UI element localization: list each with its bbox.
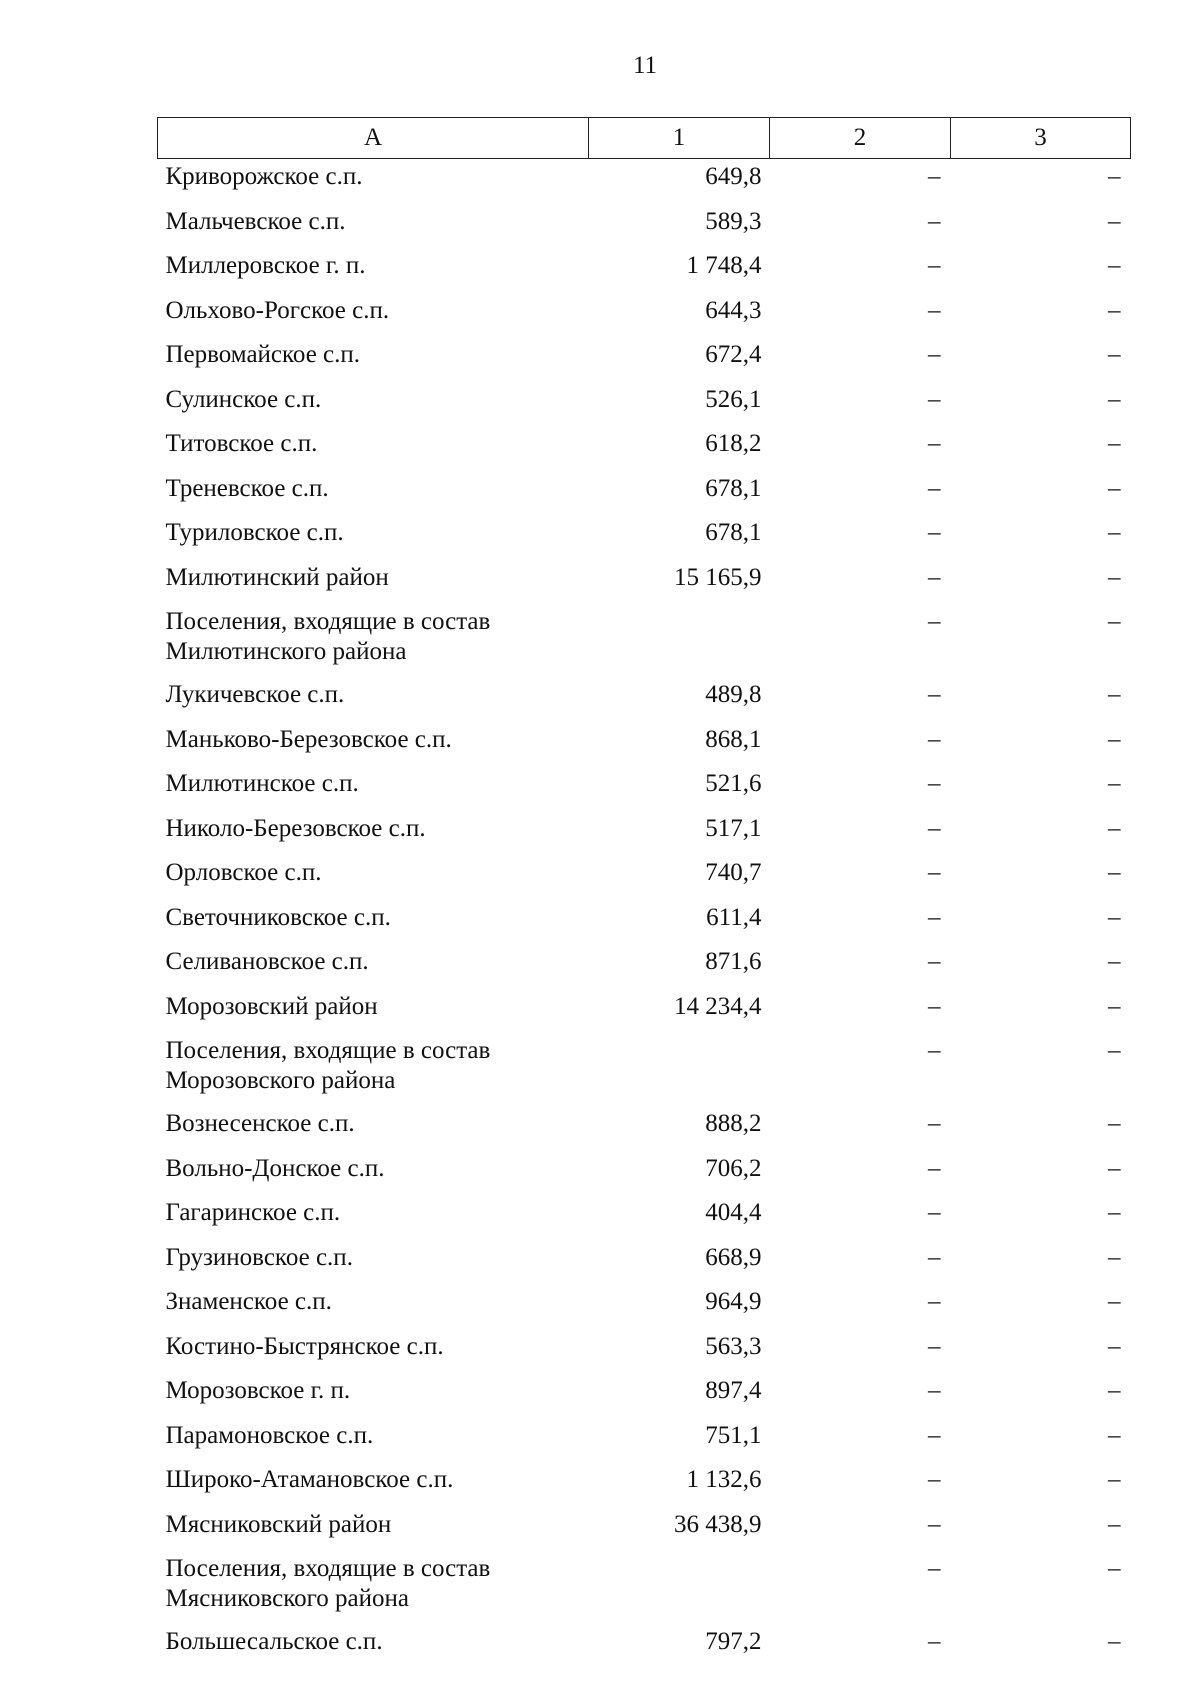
row-value-col-1: 489,8 bbox=[705, 681, 762, 708]
table-row bbox=[158, 293, 1131, 338]
row-value-col-3: – bbox=[1108, 1243, 1121, 1271]
row-value-col-1: 589,3 bbox=[705, 207, 762, 235]
row-value-col-2: – bbox=[928, 992, 941, 1020]
table-row bbox=[158, 1329, 1131, 1374]
table-row bbox=[158, 722, 1131, 767]
row-value-col-2: – bbox=[928, 519, 941, 546]
row-name-cell: Сулинское с.п. bbox=[165, 385, 322, 413]
table-row bbox=[158, 677, 1131, 722]
row-name-cell: Ольхово-Рогское с.п. bbox=[165, 296, 390, 324]
row-value-col-2: – bbox=[928, 296, 941, 324]
row-value-col-3: – bbox=[1108, 341, 1121, 368]
row-value-col-3: – bbox=[1108, 1332, 1121, 1360]
row-value-col-3: – bbox=[1108, 1110, 1121, 1137]
row-value-col-1: 1 132,6 bbox=[686, 1466, 762, 1493]
row-value-col-1: 678,1 bbox=[705, 474, 762, 502]
row-value-col-2: – bbox=[928, 948, 941, 975]
header-col-3: 3 bbox=[951, 118, 1131, 159]
row-value-col-1: 521,6 bbox=[705, 770, 762, 797]
row-value-col-3: – bbox=[1108, 903, 1121, 931]
table-row bbox=[158, 515, 1131, 560]
row-name-cell: Орловское с.п. bbox=[165, 859, 322, 886]
table-row bbox=[158, 1284, 1131, 1329]
table-row bbox=[158, 604, 1131, 677]
row-value-col-2: – bbox=[928, 430, 941, 457]
table-row bbox=[158, 1551, 1131, 1624]
row-name-cell: Светочниковское с.п. bbox=[165, 903, 391, 931]
row-value-col-2: – bbox=[928, 1037, 941, 1064]
row-name-cell: Гагаринское с.п. bbox=[165, 1199, 341, 1226]
row-value-col-2: – bbox=[928, 681, 941, 708]
row-value-col-3: – bbox=[1108, 252, 1121, 279]
header-col-1: 1 bbox=[589, 118, 770, 159]
row-value-col-2: – bbox=[928, 1110, 941, 1137]
row-name-cell: Мальчевское с.п. bbox=[165, 207, 346, 235]
row-value-col-1: 14 234,4 bbox=[674, 992, 762, 1020]
table-row bbox=[158, 1033, 1131, 1106]
row-value-col-3: – bbox=[1108, 474, 1121, 502]
page-number: 11 bbox=[632, 52, 658, 79]
header-row bbox=[158, 118, 1131, 159]
row-value-col-1: 611,4 bbox=[706, 903, 762, 931]
row-value-col-2: – bbox=[928, 903, 941, 931]
row-value-col-2: – bbox=[928, 608, 941, 635]
row-name-cell: Широко-Атамановское с.п. bbox=[165, 1466, 454, 1493]
row-name-cell: Поселения, входящие в состав Мясниковского района bbox=[165, 1555, 491, 1612]
row-value-col-1: 668,9 bbox=[705, 1243, 762, 1271]
row-value-col-3: – bbox=[1108, 770, 1121, 797]
row-name-cell: Поселения, входящие в состав Морозовского района bbox=[165, 1037, 491, 1094]
row-name-cell: Знаменское с.п. bbox=[165, 1288, 332, 1315]
row-name-cell: Мясниковский район bbox=[165, 1510, 392, 1538]
table-header bbox=[158, 118, 1131, 159]
header-col-2: 2 bbox=[770, 118, 951, 159]
table-row bbox=[158, 426, 1131, 471]
row-value-col-1: 868,1 bbox=[705, 725, 762, 753]
row-name-cell: Морозовское г. п. bbox=[165, 1377, 351, 1404]
row-name-cell: Вознесенское с.п. bbox=[165, 1110, 355, 1137]
row-value-col-2: – bbox=[928, 1199, 941, 1226]
row-value-col-1: 526,1 bbox=[705, 385, 762, 413]
header-col-a: А bbox=[158, 118, 589, 159]
row-value-col-2: – bbox=[928, 770, 941, 797]
row-value-col-3: – bbox=[1108, 519, 1121, 546]
row-value-col-1: 678,1 bbox=[705, 519, 762, 546]
row-value-col-2: – bbox=[928, 1555, 941, 1582]
row-name-cell: Вольно-Донское с.п. bbox=[165, 1154, 385, 1182]
row-value-col-1: 644,3 bbox=[705, 296, 762, 324]
row-value-col-3: – bbox=[1108, 1288, 1121, 1315]
row-value-col-1: 15 165,9 bbox=[674, 563, 762, 591]
row-value-col-2: – bbox=[928, 474, 941, 502]
row-value-col-1: 897,4 bbox=[705, 1377, 762, 1404]
row-value-col-2: – bbox=[928, 859, 941, 886]
table-row bbox=[158, 382, 1131, 427]
row-value-col-1: 706,2 bbox=[705, 1154, 762, 1182]
row-value-col-3: – bbox=[1108, 385, 1121, 413]
row-value-col-3: – bbox=[1108, 859, 1121, 886]
row-name-cell: Селивановское с.п. bbox=[165, 948, 369, 975]
row-value-col-3: – bbox=[1108, 1377, 1121, 1404]
table-row bbox=[158, 1624, 1131, 1669]
row-value-col-2: – bbox=[928, 1421, 941, 1449]
row-name-cell: Парамоновское с.п. bbox=[165, 1421, 374, 1449]
row-name-cell: Маньково-Березовское с.п. bbox=[165, 725, 452, 753]
row-value-col-2: – bbox=[928, 1154, 941, 1182]
row-value-col-1: 751,1 bbox=[705, 1421, 762, 1449]
row-name-cell: Лукичевское с.п. bbox=[165, 681, 345, 708]
row-value-col-2: – bbox=[928, 1332, 941, 1360]
row-value-col-3: – bbox=[1108, 563, 1121, 591]
row-name-cell: Грузиновское с.п. bbox=[165, 1243, 353, 1271]
row-value-col-2: – bbox=[928, 385, 941, 413]
row-value-col-3: – bbox=[1108, 430, 1121, 457]
row-value-col-1: 36 438,9 bbox=[674, 1510, 762, 1538]
row-name-cell: Криворожское с.п. bbox=[165, 163, 363, 190]
row-value-col-3: – bbox=[1108, 948, 1121, 975]
row-value-col-3: – bbox=[1108, 1199, 1121, 1226]
row-value-col-3: – bbox=[1108, 296, 1121, 324]
row-value-col-1: 740,7 bbox=[705, 859, 762, 886]
row-name-cell: Милютинский район bbox=[165, 563, 389, 591]
budget-table bbox=[157, 117, 1131, 1669]
table-row bbox=[158, 337, 1131, 382]
table-row bbox=[158, 1151, 1131, 1196]
table-row bbox=[158, 1507, 1131, 1552]
table-row bbox=[158, 1373, 1131, 1418]
row-name-cell: Николо-Березовское с.п. bbox=[165, 814, 426, 842]
row-value-col-3: – bbox=[1108, 608, 1121, 635]
row-value-col-3: – bbox=[1108, 1037, 1121, 1064]
table-row bbox=[158, 1106, 1131, 1151]
row-name-cell: Туриловское с.п. bbox=[165, 519, 344, 546]
row-value-col-1: 888,2 bbox=[705, 1110, 762, 1137]
row-value-col-1: 404,4 bbox=[705, 1199, 762, 1226]
row-name-cell: Костино-Быстрянское с.п. bbox=[165, 1332, 444, 1360]
row-name-cell: Первомайское с.п. bbox=[165, 341, 361, 368]
row-value-col-3: – bbox=[1108, 814, 1121, 842]
row-value-col-3: – bbox=[1108, 1510, 1121, 1538]
table-row bbox=[158, 159, 1131, 204]
table-row bbox=[158, 471, 1131, 516]
table-row bbox=[158, 900, 1131, 945]
row-name-cell: Титовское с.п. bbox=[165, 430, 318, 457]
row-value-col-1 bbox=[589, 604, 770, 677]
table-row bbox=[158, 248, 1131, 293]
row-value-col-1: 1 748,4 bbox=[686, 252, 762, 279]
row-value-col-1: 871,6 bbox=[705, 948, 762, 975]
row-value-col-2: – bbox=[928, 725, 941, 753]
row-value-col-2: – bbox=[928, 1628, 941, 1655]
row-value-col-3: – bbox=[1108, 207, 1121, 235]
row-value-col-1: 618,2 bbox=[705, 430, 762, 457]
row-value-col-1: 797,2 bbox=[705, 1628, 762, 1655]
row-value-col-3: – bbox=[1108, 1421, 1121, 1449]
row-value-col-2: – bbox=[928, 1510, 941, 1538]
row-name-cell: Большесальское с.п. bbox=[165, 1628, 383, 1655]
table-row bbox=[158, 560, 1131, 605]
table-row bbox=[158, 1195, 1131, 1240]
row-value-col-3: – bbox=[1108, 163, 1121, 190]
row-name-cell: Милютинское с.п. bbox=[165, 770, 359, 797]
row-value-col-2: – bbox=[928, 252, 941, 279]
table-row bbox=[158, 1418, 1131, 1463]
table-row bbox=[158, 989, 1131, 1034]
table-row bbox=[158, 811, 1131, 856]
row-value-col-1: 672,4 bbox=[705, 341, 762, 368]
row-value-col-1: 517,1 bbox=[705, 814, 762, 842]
row-value-col-2: – bbox=[928, 1243, 941, 1271]
row-value-col-1 bbox=[589, 1551, 770, 1624]
table-row bbox=[158, 944, 1131, 989]
row-value-col-2: – bbox=[928, 207, 941, 235]
row-value-col-1: 563,3 bbox=[705, 1332, 762, 1360]
row-value-col-2: – bbox=[928, 563, 941, 591]
row-value-col-3: – bbox=[1108, 1154, 1121, 1182]
table-body bbox=[158, 159, 1131, 1669]
row-value-col-2: – bbox=[928, 814, 941, 842]
row-value-col-3: – bbox=[1108, 1466, 1121, 1493]
row-value-col-1 bbox=[589, 1033, 770, 1106]
row-value-col-1: 964,9 bbox=[705, 1288, 762, 1315]
row-name-cell: Миллеровское г. п. bbox=[165, 252, 366, 279]
row-value-col-3: – bbox=[1108, 992, 1121, 1020]
table-row bbox=[158, 766, 1131, 811]
row-value-col-2: – bbox=[928, 1377, 941, 1404]
row-name-cell: Морозовский район bbox=[165, 992, 378, 1020]
row-value-col-2: – bbox=[928, 1466, 941, 1493]
row-value-col-2: – bbox=[928, 341, 941, 368]
row-value-col-3: – bbox=[1108, 1628, 1121, 1655]
row-value-col-3: – bbox=[1108, 681, 1121, 708]
table-row bbox=[158, 204, 1131, 249]
row-value-col-2: – bbox=[928, 1288, 941, 1315]
row-name-cell: Поселения, входящие в состав Милютинского района bbox=[165, 608, 491, 665]
row-name-cell: Треневское с.п. bbox=[165, 474, 329, 502]
row-value-col-1: 649,8 bbox=[705, 163, 762, 190]
table-row bbox=[158, 1240, 1131, 1285]
row-value-col-2: – bbox=[928, 163, 941, 190]
table-row bbox=[158, 1462, 1131, 1507]
row-value-col-3: – bbox=[1108, 1555, 1121, 1582]
table-row bbox=[158, 855, 1131, 900]
row-value-col-3: – bbox=[1108, 725, 1121, 753]
